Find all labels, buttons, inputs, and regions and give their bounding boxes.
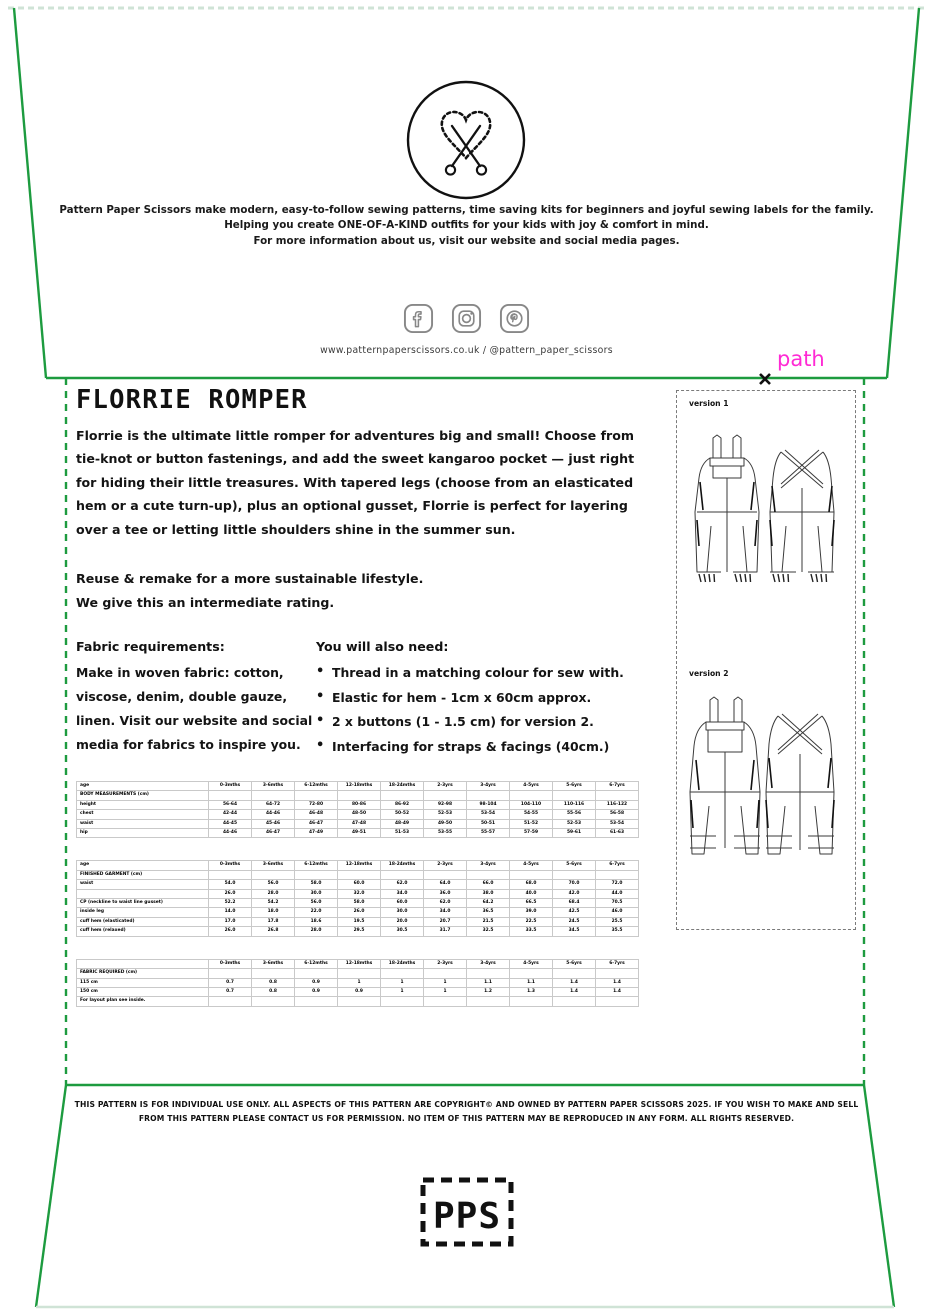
list-item: • Thread in a matching colour for sew with. (316, 661, 646, 686)
cell: 1.4 (596, 978, 639, 987)
size-col: 3-4yrs (467, 959, 510, 968)
table-header-row (77, 782, 639, 791)
cell: 42.5 (553, 908, 596, 917)
cell: 52.2 (209, 899, 252, 908)
cell: 24.5 (553, 917, 596, 926)
cell: 54.2 (252, 899, 295, 908)
cell: 1 (338, 978, 381, 987)
cell: 35.5 (596, 927, 639, 936)
table-row (77, 899, 639, 908)
brand-blurb-line: Helping you create ONE-OF-A-KIND outfits for your kids with joy & comfort in mind. (224, 219, 709, 232)
cell: 36.0 (424, 889, 467, 898)
size-col: 2-3yrs (424, 861, 467, 870)
pattern-description: Florrie is the ultimate little romper for adventures big and small! Choose from tie-knot or button fastenings, and add the sweet kangaroo pocket — just right for hiding their little treasures. With tapered legs (choose from an elasticated hem or a cute turn-up), plus an optional gusset, Florrie is perfect for layering over a tee or letting little shoulders shine in the summer sun. (76, 427, 635, 537)
cell: 50-51 (467, 819, 510, 828)
size-tables (76, 781, 646, 1007)
copyright-line: THIS PATTERN IS FOR INDIVIDUAL USE ONLY. ALL ASPECTS OF THIS PATTERN ARE COPYRIGHT© AND OWNED BY PATTERN PAPER SCISSORS 2025. IF YOU WISH TO MAKE AND SELL (74, 1100, 859, 1109)
size-col: 5-6yrs (553, 782, 596, 791)
cell: 53-54 (596, 819, 639, 828)
size-col: 12-18mths (338, 782, 381, 791)
cell: 28.0 (252, 889, 295, 898)
cell: 66.5 (510, 899, 553, 908)
cell: 30.0 (295, 889, 338, 898)
cell: 47-49 (295, 829, 338, 838)
cell: 52-53 (424, 810, 467, 819)
cell: 64.2 (467, 899, 510, 908)
cell: 53-54 (467, 810, 510, 819)
row-label: 150 cm (77, 987, 209, 996)
age-header: age (77, 861, 209, 870)
cell: 20.7 (424, 917, 467, 926)
cell: 33.5 (510, 927, 553, 936)
pinterest-icon[interactable] (499, 303, 530, 334)
cell: 51-53 (381, 829, 424, 838)
version-1-figure (677, 408, 857, 623)
fabric-layout-note: For layout plan see inside. (77, 997, 209, 1006)
cell: 1.4 (553, 987, 596, 996)
version-2-block (677, 661, 857, 893)
cell: 48-50 (338, 810, 381, 819)
cell: 70.0 (553, 880, 596, 889)
cell: 57-59 (510, 829, 553, 838)
cell: 72-80 (295, 800, 338, 809)
table-row (77, 829, 639, 838)
cell: 34.5 (553, 927, 596, 936)
cell: 0.9 (338, 987, 381, 996)
size-col: 3-6mths (252, 959, 295, 968)
cell: 44.0 (596, 889, 639, 898)
cell: 0.8 (252, 987, 295, 996)
cell: 44-45 (209, 819, 252, 828)
row-label: waist (77, 880, 209, 889)
cell: 1.4 (596, 987, 639, 996)
cell: 0.7 (209, 978, 252, 987)
cell: 34.0 (381, 889, 424, 898)
cell: 48-49 (381, 819, 424, 828)
cell: 55-56 (553, 810, 596, 819)
cell: 46-48 (295, 810, 338, 819)
table-row (77, 819, 639, 828)
cell: 45-46 (252, 819, 295, 828)
size-col: 4-5yrs (510, 782, 553, 791)
cell: 32.5 (467, 927, 510, 936)
cell: 19.5 (338, 917, 381, 926)
cell: 44-46 (209, 829, 252, 838)
row-label: waist (77, 819, 209, 828)
table-note-row (77, 997, 639, 1006)
path-annotation-label: path (777, 347, 825, 371)
cell: 30.0 (381, 908, 424, 917)
list-item: • Elastic for hem - 1cm x 60cm approx. (316, 686, 646, 711)
cell: 42.0 (553, 889, 596, 898)
cell: 110-116 (553, 800, 596, 809)
cell: 46-47 (252, 829, 295, 838)
size-col: 6-7yrs (596, 959, 639, 968)
cell: 58.0 (338, 899, 381, 908)
cell: 42-44 (209, 810, 252, 819)
cell: 55-57 (467, 829, 510, 838)
cell: 22.0 (295, 908, 338, 917)
section-title: BODY MEASUREMENTS (cm) (77, 791, 209, 800)
size-col: 4-5yrs (510, 861, 553, 870)
cell: 20.0 (381, 917, 424, 926)
cell: 59-61 (553, 829, 596, 838)
cell: 62.0 (424, 899, 467, 908)
cell: 49-50 (424, 819, 467, 828)
fabric-requirements-column (76, 639, 316, 759)
cell: 14.0 (209, 908, 252, 917)
cell: 61-63 (596, 829, 639, 838)
size-col: 12-18mths (338, 959, 381, 968)
website-url[interactable]: www.patternpaperscissors.co.uk / @pattern_paper_scissors (320, 345, 613, 356)
cell: 54.0 (209, 880, 252, 889)
pattern-details (76, 385, 646, 1007)
table-row (77, 927, 639, 936)
cell: 17.0 (209, 917, 252, 926)
fabric-requirements-body: Make in woven fabric: cotton, viscose, denim, double gauze, linen. Visit our website and social media for fabrics to inspire you. (76, 665, 313, 752)
table-row (77, 880, 639, 889)
cell: 49-51 (338, 829, 381, 838)
cell: 44-46 (252, 810, 295, 819)
cell: 64.0 (424, 880, 467, 889)
finished-garment-table (76, 860, 639, 936)
size-col: 2-3yrs (424, 782, 467, 791)
size-col: 4-5yrs (510, 959, 553, 968)
cell: 60.0 (381, 899, 424, 908)
size-col: 18-24mths (381, 861, 424, 870)
cell: 26.0 (209, 927, 252, 936)
table-row (77, 810, 639, 819)
cell: 60.0 (338, 880, 381, 889)
size-col: 6-7yrs (596, 861, 639, 870)
cell: 68.4 (553, 899, 596, 908)
size-col: 5-6yrs (553, 861, 596, 870)
cell: 0.7 (209, 987, 252, 996)
size-col: 5-6yrs (553, 959, 596, 968)
table-header-row (77, 861, 639, 870)
facebook-icon[interactable] (403, 303, 434, 334)
social-links (0, 303, 933, 334)
table-section-row (77, 969, 639, 978)
size-col: 6-12mths (295, 861, 338, 870)
version-2-label: version 2 (689, 669, 729, 678)
copyright-line: FROM THIS PATTERN PLEASE CONTACT US FOR PERMISSION. NO ITEM OF THIS PATTERN MAY BE REPRODUCED IN ANY FORM. ALL RIGHTS RESERVED. (138, 1114, 795, 1123)
fabric-required-table (76, 959, 639, 1007)
row-label: CP (neckline to waist line gusset) (77, 899, 209, 908)
cell: 40.0 (510, 889, 553, 898)
table-row (77, 908, 639, 917)
cell: 1.2 (467, 987, 510, 996)
cell: 116-122 (596, 800, 639, 809)
section-title: FABRIC REQUIRED (cm) (77, 969, 209, 978)
cell: 1.4 (553, 978, 596, 987)
list-item: • Interfacing for straps & facings (40cm.) (316, 735, 646, 760)
cell: 62.0 (381, 880, 424, 889)
cell: 56.0 (295, 899, 338, 908)
table-section-row (77, 870, 639, 879)
brand-blurb-line: Pattern Paper Scissors make modern, easy-to-follow sewing patterns, time saving kits for beginners and joyful sewing labels for the family. (59, 204, 874, 216)
page-header (0, 0, 933, 378)
cell: 21.5 (467, 917, 510, 926)
cell: 1.3 (510, 987, 553, 996)
cell: 1 (424, 978, 467, 987)
heart-scissors-circle-logo (404, 78, 528, 202)
row-label: height (77, 800, 209, 809)
page-title: FLORRIE ROMPER (76, 385, 308, 415)
cell: 92-98 (424, 800, 467, 809)
cell: 70.5 (596, 899, 639, 908)
age-header-blank (77, 959, 209, 968)
cell: 56-58 (596, 810, 639, 819)
table-section-row (77, 791, 639, 800)
cell: 0.9 (295, 978, 338, 987)
cell: 36.5 (467, 908, 510, 917)
cell: 52-53 (553, 819, 596, 828)
row-label: cuff hem (relaxed) (77, 927, 209, 936)
size-col: 3-4yrs (467, 861, 510, 870)
cell: 54-55 (510, 810, 553, 819)
size-col: 2-3yrs (424, 959, 467, 968)
cell: 86-92 (381, 800, 424, 809)
size-col: 6-7yrs (596, 782, 639, 791)
version-2-figure (677, 678, 857, 893)
cell: 46-47 (295, 819, 338, 828)
copyright-notice (40, 1098, 893, 1126)
cell: 18.6 (295, 917, 338, 926)
size-col: 0-3mths (209, 959, 252, 968)
cell: 47-48 (338, 819, 381, 828)
instagram-icon[interactable] (451, 303, 482, 334)
pps-logo-text: PPS (432, 1196, 502, 1237)
size-col: 0-3mths (209, 861, 252, 870)
cell: 17.8 (252, 917, 295, 926)
cell: 0.9 (295, 987, 338, 996)
cell: 31.7 (424, 927, 467, 936)
cell: 18.0 (252, 908, 295, 917)
brand-blurb (30, 203, 903, 249)
cell: 29.5 (338, 927, 381, 936)
cell: 28.0 (295, 927, 338, 936)
cell: 30.5 (381, 927, 424, 936)
brand-blurb-line: For more information about us, visit our website and social media pages. (253, 234, 680, 247)
size-col: 3-6mths (252, 861, 295, 870)
cell: 66.0 (467, 880, 510, 889)
cell: 72.0 (596, 880, 639, 889)
cell: 46.0 (596, 908, 639, 917)
cell: 80-86 (338, 800, 381, 809)
size-col: 0-3mths (209, 782, 252, 791)
also-need-column (316, 639, 646, 759)
cell: 1 (381, 987, 424, 996)
row-label: cuff hem (elasticated) (77, 917, 209, 926)
row-label (77, 889, 209, 898)
difficulty-rating: We give this an intermediate rating. (76, 594, 335, 610)
size-col: 18-24mths (381, 959, 424, 968)
cell: 51-52 (510, 819, 553, 828)
cell: 64-72 (252, 800, 295, 809)
cell: 25.5 (596, 917, 639, 926)
row-label: chest (77, 810, 209, 819)
age-header: age (77, 782, 209, 791)
size-col: 6-12mths (295, 782, 338, 791)
list-item: • 2 x buttons (1 - 1.5 cm) for version 2. (316, 710, 646, 735)
cell: 1 (424, 987, 467, 996)
cell: 34.0 (424, 908, 467, 917)
cell: 1.1 (510, 978, 553, 987)
cell: 26.8 (252, 927, 295, 936)
requirements-columns (76, 639, 646, 759)
table-row (77, 889, 639, 898)
also-need-heading: You will also need: (316, 639, 449, 654)
table-header-row (77, 959, 639, 968)
also-need-list (316, 661, 646, 759)
cell: 1.1 (467, 978, 510, 987)
cell: 26.0 (209, 889, 252, 898)
cell: 56.0 (252, 880, 295, 889)
cell: 98-104 (467, 800, 510, 809)
row-label: 115 cm (77, 978, 209, 987)
cell: 22.5 (510, 917, 553, 926)
cell: 53-55 (424, 829, 467, 838)
cell: 56-64 (209, 800, 252, 809)
sustainability-statement: Reuse & remake for a more sustainable lifestyle. (76, 571, 424, 586)
table-row (77, 987, 639, 996)
cell: 0.8 (252, 978, 295, 987)
table-row (77, 978, 639, 987)
cell: 58.0 (295, 880, 338, 889)
cell: 26.0 (338, 908, 381, 917)
cell: 39.0 (510, 908, 553, 917)
size-col: 3-6mths (252, 782, 295, 791)
row-label: inside leg (77, 908, 209, 917)
row-label: hip (77, 829, 209, 838)
size-col: 3-4yrs (467, 782, 510, 791)
size-col: 12-18mths (338, 861, 381, 870)
size-col: 6-12mths (295, 959, 338, 968)
cell: 68.0 (510, 880, 553, 889)
version-1-block (677, 391, 857, 623)
fabric-requirements-heading: Fabric requirements: (76, 639, 225, 654)
version-1-label: version 1 (689, 399, 729, 408)
section-title: FINISHED GARMENT (cm) (77, 870, 209, 879)
size-col: 18-24mths (381, 782, 424, 791)
table-row (77, 917, 639, 926)
pps-logo (417, 1172, 517, 1252)
cell: 50-52 (381, 810, 424, 819)
body-measurements-table (76, 781, 639, 838)
cell: 38.0 (467, 889, 510, 898)
version-illustrations-panel (676, 390, 856, 930)
table-row (77, 800, 639, 809)
cell: 104-110 (510, 800, 553, 809)
cell: 32.0 (338, 889, 381, 898)
cell: 1 (381, 978, 424, 987)
